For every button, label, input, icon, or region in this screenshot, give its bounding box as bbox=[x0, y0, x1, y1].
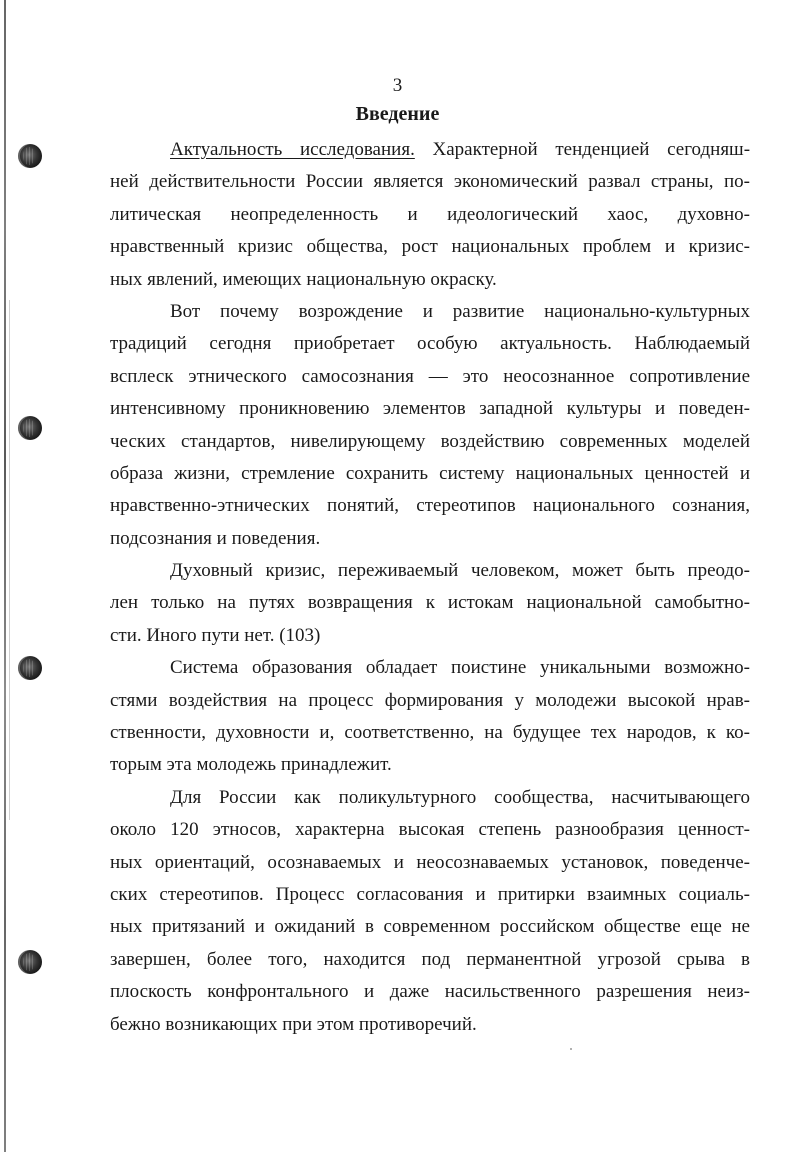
paragraph-line: ных притязаний и ожиданий в современном российском обществе еще не bbox=[110, 916, 750, 938]
punch-hole-icon bbox=[18, 144, 42, 168]
paragraph-line: бежно возникающих при этом противоречий. bbox=[110, 1013, 477, 1035]
paragraph-line: ческих стандартов, нивелирующему воздействию современных моделей bbox=[110, 430, 750, 452]
paragraph-line: Система образования обладает поистине уникальными возможно- bbox=[170, 657, 750, 679]
paragraph-line: интенсивному проникновению элементов западной культуры и поведен- bbox=[110, 398, 750, 420]
paragraph-line: стями воздействия на процесс формирования у молодежи высокой нрав- bbox=[110, 689, 750, 711]
paragraph-line: сти. Иного пути нет. (103) bbox=[110, 624, 321, 646]
paragraph-line: Для России как поликультурного сообщества, насчитывающего bbox=[170, 786, 750, 808]
section-heading: Актуальность исследования. bbox=[170, 139, 415, 160]
paragraph-line: ственности, духовности и, соответственно, на будущее тех народов, к ко- bbox=[110, 722, 750, 744]
scan-margin-line bbox=[4, 0, 6, 1152]
paragraph-line: литическая неопределенность и идеологический хаос, духовно- bbox=[110, 203, 750, 225]
paragraph-line: завершен, более того, находится под перманентной угрозой срыва в bbox=[110, 948, 750, 970]
paragraph-line: всплеск этнического самосознания — это неосознанное сопротивление bbox=[110, 365, 750, 387]
paragraph-line: ней действительности России является экономический развал страны, по- bbox=[110, 171, 750, 193]
paragraph-line: лен только на путях возвращения к истокам национальной самобытно- bbox=[110, 592, 750, 614]
paragraph-line: ных явлений, имеющих национальную окраску. bbox=[110, 268, 497, 290]
punch-hole-icon bbox=[18, 950, 42, 974]
paragraph-line: традиций сегодня приобретает особую актуальность. Наблюдаемый bbox=[110, 333, 750, 355]
paragraph-line: Духовный кризис, переживаемый человеком, может быть преодо- bbox=[170, 560, 750, 582]
body-text bbox=[110, 134, 750, 1041]
paragraph-line: плоскость конфронтального и даже насильственного разрешения неиз- bbox=[110, 981, 750, 1003]
punch-hole-icon bbox=[18, 416, 42, 440]
paragraph-line: нравственный кризис общества, рост национальных проблем и кризис- bbox=[110, 236, 750, 258]
paragraph-line: подсознания и поведения. bbox=[110, 527, 321, 549]
paragraph-line: нравственно-этнических понятий, стереотипов национального сознания, bbox=[110, 495, 750, 517]
paragraph-line: торым эта молодежь принадлежит. bbox=[110, 754, 392, 776]
paragraph-line: около 120 этносов, характерна высокая степень разнообразия ценност- bbox=[110, 819, 750, 841]
punch-hole-icon bbox=[18, 656, 42, 680]
paragraph-line: Вот почему возрождение и развитие национально-культурных bbox=[170, 300, 750, 322]
page-number: 3 bbox=[392, 75, 403, 96]
paragraph-line: ных ориентаций, осознаваемых и неосознаваемых установок, поведенче- bbox=[110, 851, 750, 873]
scan-margin-shadow bbox=[9, 300, 10, 820]
paragraph-line: Актуальность исследования. Характерной тенденцией сегодняш- bbox=[170, 139, 750, 160]
paragraph-line: ских стереотипов. Процесс согласования и притирки взаимных социаль- bbox=[110, 883, 750, 905]
scan-speck bbox=[570, 1048, 572, 1050]
page-title: Введение bbox=[355, 103, 440, 125]
paragraph-line: образа жизни, стремление сохранить систему национальных ценностей и bbox=[110, 462, 750, 484]
